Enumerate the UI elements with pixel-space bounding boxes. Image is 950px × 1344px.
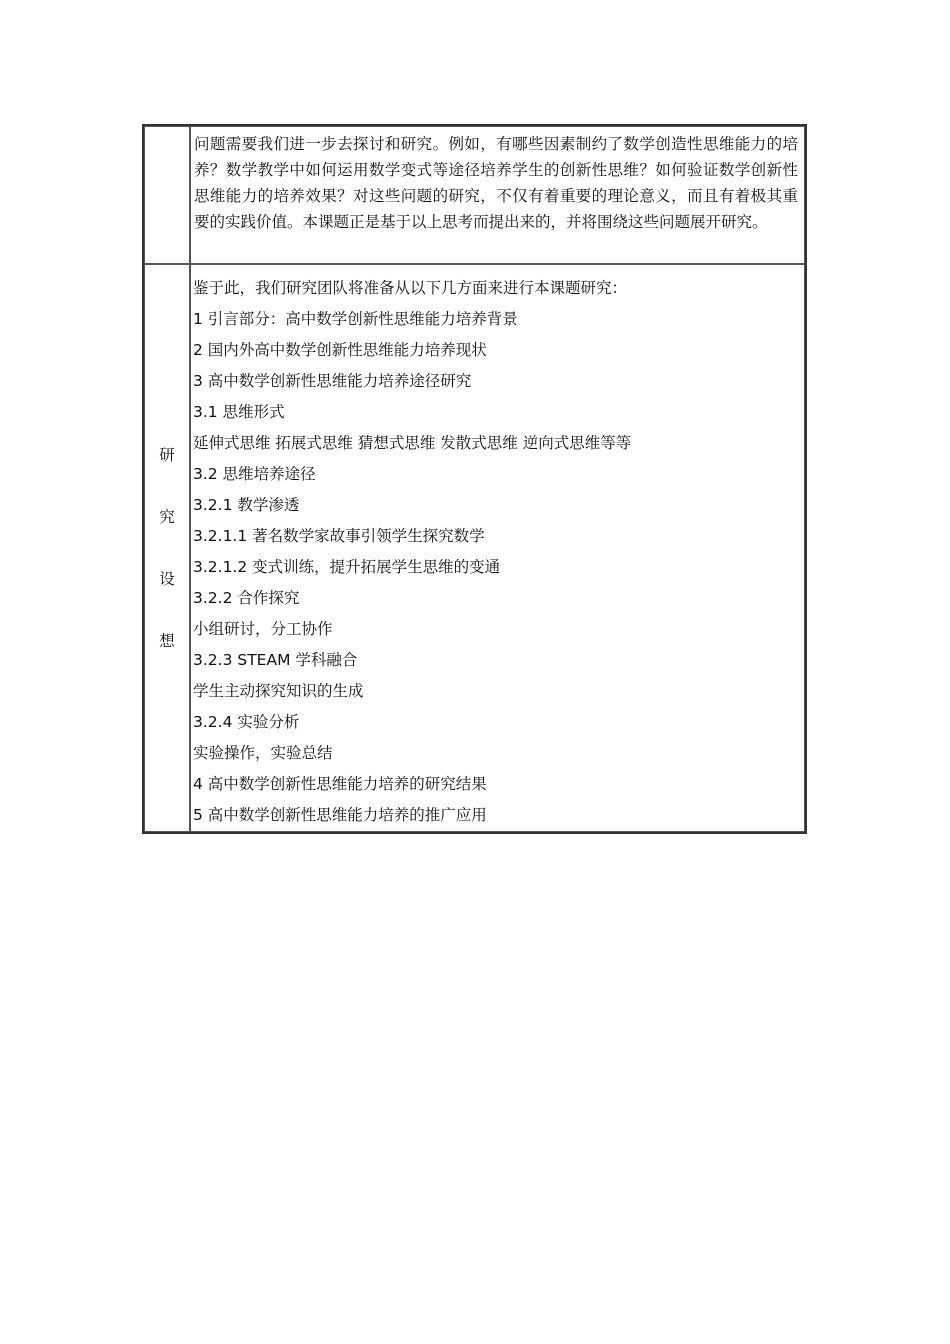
list-item: 3.2.1.2 变式训练，提升拓展学生思维的变通 xyxy=(193,558,501,576)
table-row-background xyxy=(144,126,805,264)
table-row-research-plan xyxy=(144,264,805,832)
list-item: 3.2.1.1 著名数学家故事引领学生探究数学 xyxy=(193,527,485,545)
list-item: 小组研讨，分工协作 xyxy=(193,620,333,638)
list-item: 3 高中数学创新性思维能力培养途径研究 xyxy=(193,372,472,390)
list-item: 5 高中数学创新性思维能力培养的推广应用 xyxy=(193,806,487,824)
list-item: 3.1 思维形式 xyxy=(193,403,285,421)
vertical-section-label xyxy=(145,265,189,831)
list-item: 3.2.2 合作探究 xyxy=(193,589,300,607)
document-table xyxy=(142,124,807,834)
label-char: 想 xyxy=(159,632,175,650)
label-char: 究 xyxy=(159,508,175,526)
section-label-cell-empty xyxy=(144,126,190,264)
list-item: 3.2.1 教学渗透 xyxy=(193,496,300,514)
label-char: 设 xyxy=(159,570,175,588)
research-plan-content-cell xyxy=(190,264,805,832)
list-item: 4 高中数学创新性思维能力培养的研究结果 xyxy=(193,775,487,793)
section-label-cell-research-plan xyxy=(144,264,190,832)
list-item: 延伸式思维 拓展式思维 猜想式思维 发散式思维 逆向式思维等等 xyxy=(193,434,632,452)
label-char: 研 xyxy=(159,446,175,464)
list-item: 3.2.3 STEAM 学科融合 xyxy=(193,651,358,669)
list-item: 3.2.4 实验分析 xyxy=(193,713,300,731)
background-paragraph: 问题需要我们进一步去探讨和研究。例如，有哪些因素制约了数学创造性思维能力的培养？数学教学中如何运用数学变式等途径培养学生的创新性思维？如何验证数学创新性思维能力的培养效果？对这些问题的研究，不仅有着重要的理论意义，而且有着极其重要的实践价值。本课题正是基于以上思考而提出来的，并将围绕这些问题展开研究。 xyxy=(194,135,798,231)
research-plan-list xyxy=(191,265,804,831)
list-item-intro: 鉴于此，我们研究团队将准备从以下几方面来进行本课题研究： xyxy=(193,279,628,297)
section-content-cell xyxy=(190,126,805,264)
list-item: 实验操作，实验总结 xyxy=(193,744,333,762)
list-item: 3.2 思维培养途径 xyxy=(193,465,316,483)
list-item: 学生主动探究知识的生成 xyxy=(193,682,364,700)
list-item: 1 引言部分：高中数学创新性思维能力培养背景 xyxy=(193,310,518,328)
list-item: 2 国内外高中数学创新性思维能力培养现状 xyxy=(193,341,487,359)
